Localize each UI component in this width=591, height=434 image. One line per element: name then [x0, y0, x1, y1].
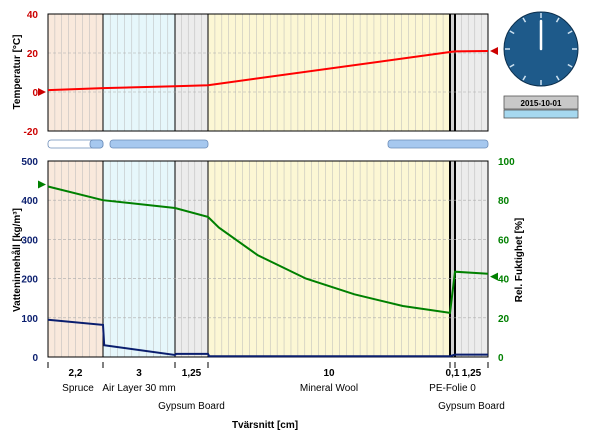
moisture-ytick-label: 400 [21, 196, 38, 208]
moisture-left-boundary-marker [38, 181, 46, 189]
layer-name-label: Spruce [62, 383, 94, 394]
water-content-axis-title: Vatteninnehåll [kg/m³] [12, 208, 23, 312]
layer-thickness-label: 3 [136, 368, 142, 379]
strip-segment [388, 140, 488, 148]
humidity-ytick-label: 0 [498, 353, 504, 364]
moisture-layer-bg [455, 161, 488, 357]
layer-thickness-label: 0,1 [445, 368, 460, 379]
moisture-layer-bg [208, 161, 450, 357]
layer-thickness-label: 1,25 [461, 368, 482, 379]
humidity-ytick-label: 80 [498, 196, 510, 208]
layer-name-label: PE-Folie 0 [429, 383, 476, 394]
temperature-layer-bg [208, 14, 450, 131]
moisture-right-boundary-marker [490, 273, 498, 281]
layer-indicator-strip [48, 140, 488, 148]
progress-bar [504, 110, 578, 118]
temperature-right-boundary-marker [490, 47, 498, 55]
humidity-ytick-label: 40 [498, 274, 510, 286]
temperature-layer-bg [175, 14, 208, 131]
temperature-ytick-label: -20 [23, 127, 38, 138]
moisture-chart [21, 157, 515, 364]
clock-widget [504, 12, 578, 118]
cross-section-axis-title: Tvärsnitt [cm] [231, 420, 299, 431]
moisture-ytick-label: 300 [21, 235, 38, 247]
humidity-ytick-label: 20 [498, 313, 510, 325]
layer-thickness-label: 2,2 [68, 368, 83, 379]
temperature-ytick-label: 20 [26, 49, 38, 60]
moisture-ytick-label: 500 [21, 157, 38, 168]
layer-thickness-label: 10 [323, 368, 335, 379]
temperature-axis-title: Temperatur [°C] [12, 34, 23, 110]
layer-name-label: Mineral Wool [299, 383, 359, 394]
moisture-ytick-label: 100 [21, 313, 38, 325]
temperature-left-boundary-marker [38, 88, 46, 96]
moisture-layer-bg [175, 161, 208, 357]
humidity-axis-title: Rel. Fuktighet [%] [514, 217, 525, 303]
layer-thickness-label: 1,25 [181, 368, 202, 379]
moisture-ytick-label: 0 [32, 353, 38, 364]
layer-name-label: Gypsum Board [158, 401, 225, 412]
humidity-ytick-label: 60 [498, 235, 510, 247]
temperature-ytick-label: 40 [26, 10, 38, 21]
moisture-ytick-label: 200 [21, 274, 38, 286]
humidity-ytick-label: 100 [498, 157, 515, 168]
layer-labels [48, 362, 505, 412]
date-label: 2015-10-01 [520, 99, 562, 108]
temperature-layer-bg [455, 14, 488, 131]
strip-segment [110, 140, 208, 148]
strip-segment [90, 140, 103, 148]
temperature-ytick-label: 0 [32, 88, 38, 99]
layer-name-label: Gypsum Board [438, 401, 505, 412]
layer-name-label: Air Layer 30 mm [102, 383, 176, 394]
temperature-chart [24, 10, 498, 138]
